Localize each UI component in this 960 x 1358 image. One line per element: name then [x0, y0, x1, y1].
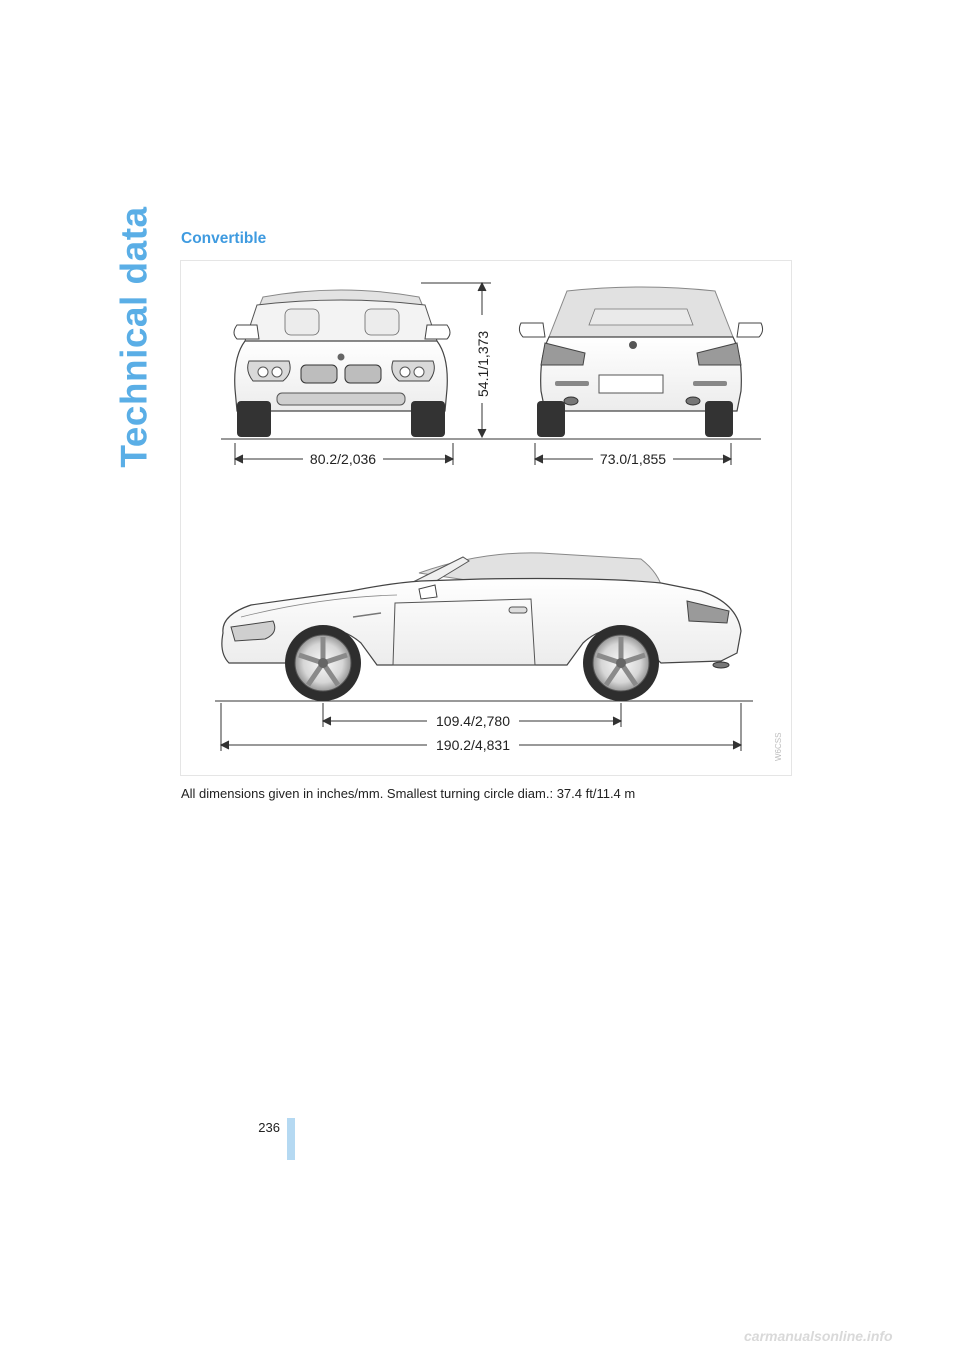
section-side-title	[110, 206, 160, 468]
figure-caption: All dimensions given in inches/mm. Smallest turning circle diam.: 37.4 ft/11.4 m	[181, 786, 636, 801]
rear-wheel	[583, 625, 659, 701]
length-dimension-label: 190.2/4,831	[436, 737, 510, 753]
front-width-dimension-label: 80.2/2,036	[309, 451, 377, 467]
rear-track-dimension-label: 73.0/1,855	[599, 451, 667, 467]
section-heading: Convertible	[181, 230, 267, 247]
section-side-title-text: Technical data	[114, 206, 156, 468]
dimensions-figure	[180, 260, 792, 776]
image-code: W6CSS	[774, 732, 783, 761]
wheelbase-dimension-label: 109.4/2,780	[436, 713, 510, 729]
page-number: 236	[258, 1120, 280, 1135]
rear-view	[519, 287, 762, 437]
front-view	[234, 290, 450, 437]
height-dimension-label: 54.1/1,373	[475, 330, 491, 397]
page-number-bar	[287, 1118, 295, 1160]
side-view	[222, 553, 741, 701]
car-dimensions-drawing	[181, 261, 791, 775]
footer-watermark: carmanualsonline.info	[744, 1328, 893, 1344]
front-wheel	[285, 625, 361, 701]
